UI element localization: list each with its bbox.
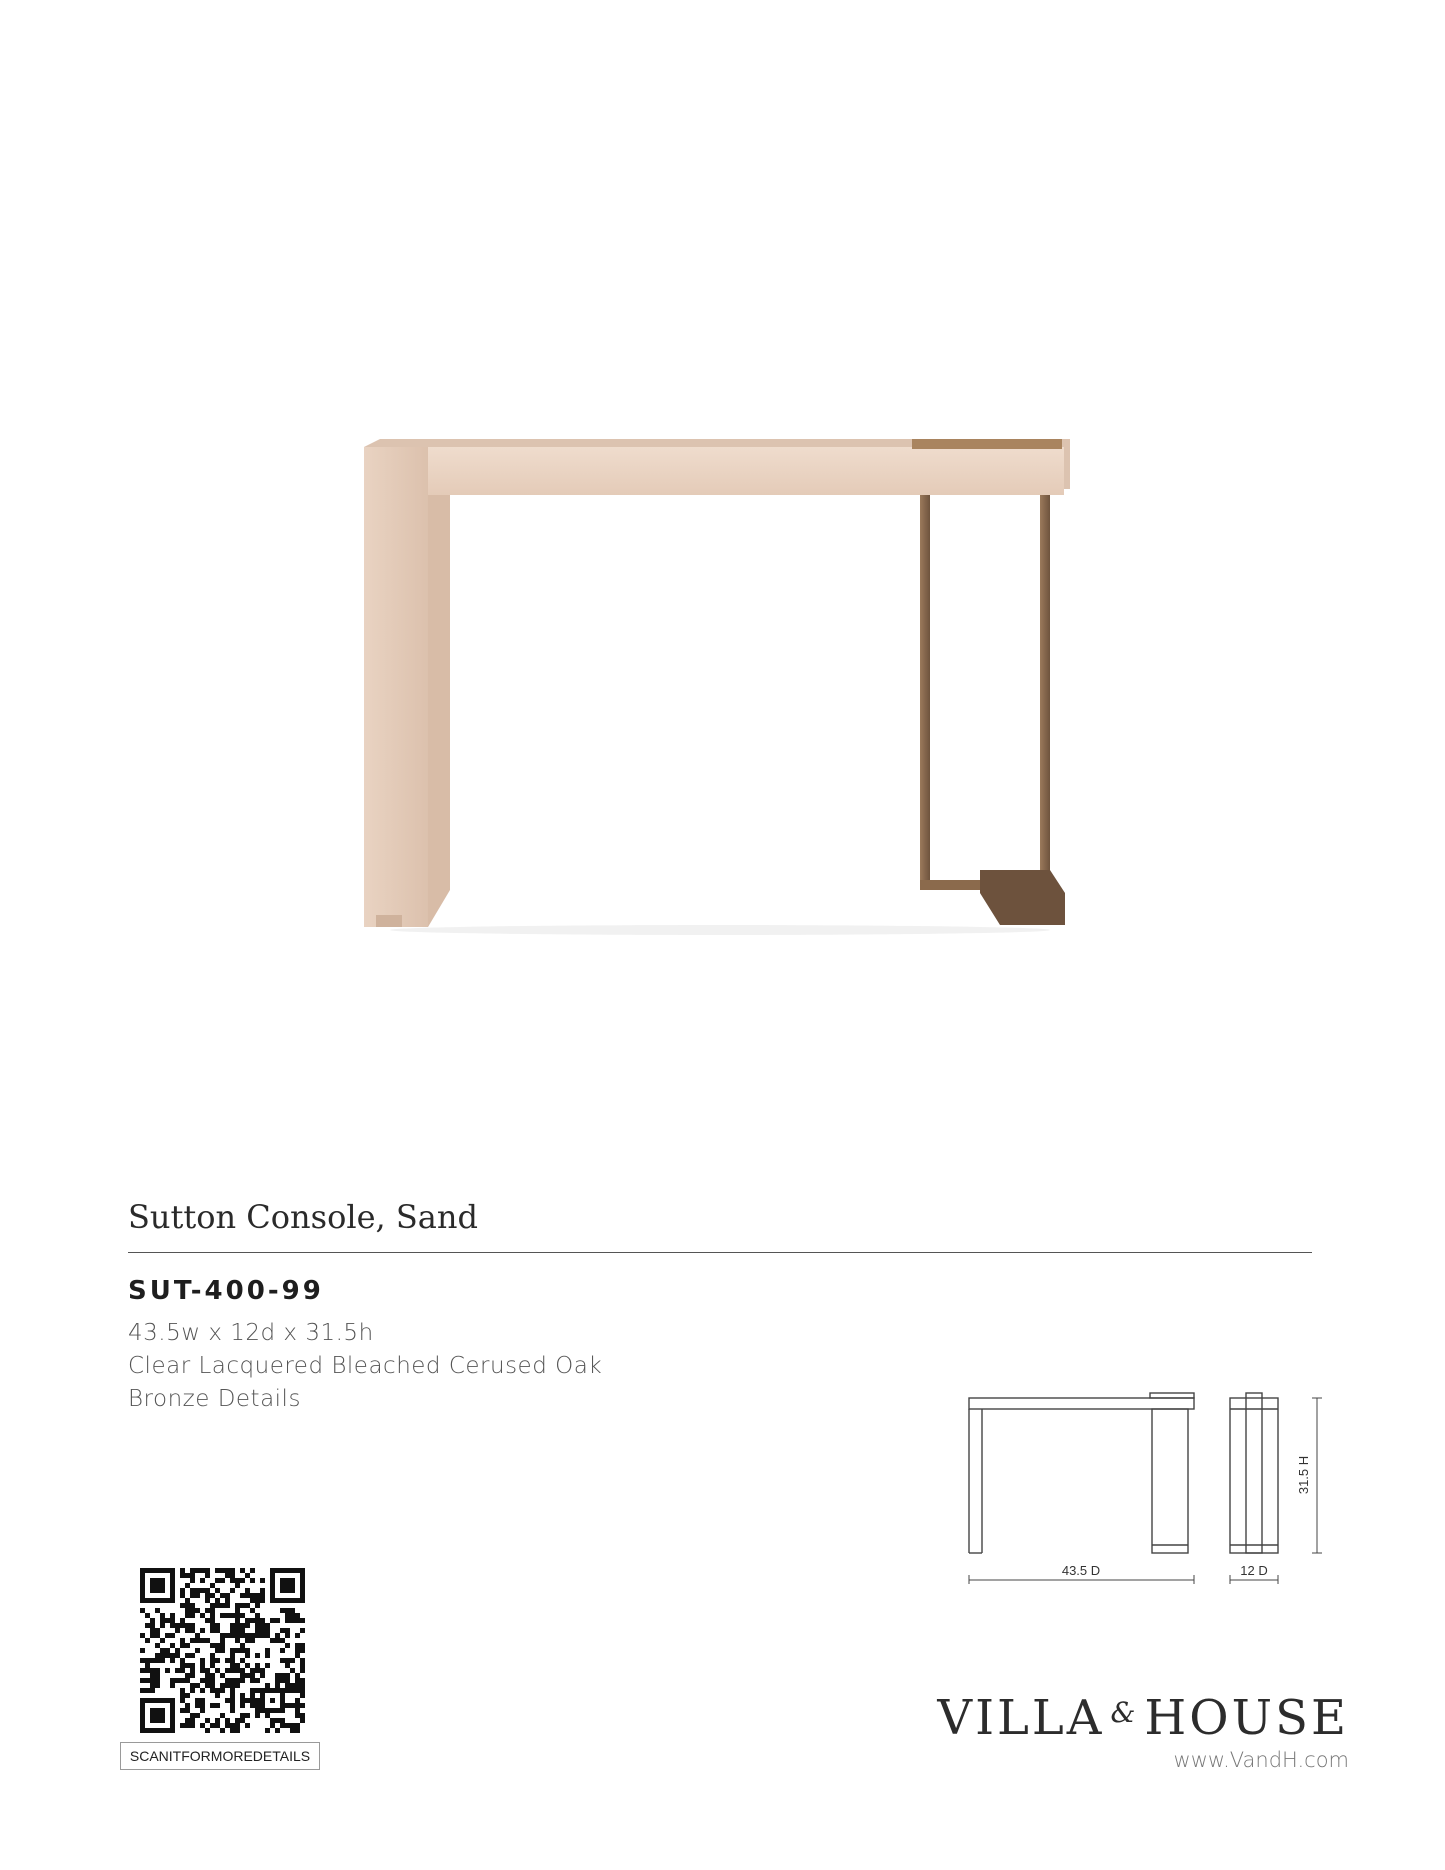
brand-name-left: VILLA (937, 1690, 1105, 1746)
floor-shadow (390, 925, 1050, 935)
product-finish: Clear Lacquered Bleached Cerused Oak (128, 1353, 603, 1379)
bronze-post-right (1040, 495, 1050, 893)
front-top-outline (969, 1398, 1194, 1409)
brand-website-link[interactable]: www.VandH.com (1173, 1748, 1349, 1772)
bronze-post-left (920, 495, 930, 890)
front-bronze-outline (1152, 1409, 1188, 1553)
side-center-outline (1246, 1393, 1262, 1553)
title-divider (128, 1252, 1312, 1253)
product-title: Sutton Console, Sand (128, 1198, 478, 1236)
brand-logo (937, 1690, 1349, 1746)
height-dimension-label: 31.5 H (1296, 1455, 1311, 1495)
left-leg-side (428, 495, 450, 927)
product-details: Bronze Details (128, 1386, 301, 1412)
depth-dimension-label: 12 D (1240, 1563, 1268, 1578)
side-outline (1230, 1398, 1278, 1553)
brand-ampersand: & (1110, 1696, 1139, 1729)
qr-caption: SCANITFORMOREDETAILS (120, 1742, 320, 1770)
product-sku: SUT-400-99 (128, 1276, 324, 1306)
leg-foot (376, 915, 402, 927)
product-image (340, 415, 1100, 935)
width-dimension-label: 43.5 D (1061, 1563, 1101, 1578)
brand-name-right: HOUSE (1144, 1690, 1349, 1746)
front-tray-outline (1150, 1393, 1194, 1398)
left-leg (364, 447, 428, 927)
bronze-tray (912, 439, 1062, 449)
qr-code[interactable] (140, 1568, 305, 1733)
table-top (364, 447, 1064, 495)
product-dimensions: 43.5w x 12d x 31.5h (128, 1320, 374, 1346)
dimension-drawing (960, 1385, 1330, 1585)
bronze-base (980, 870, 1065, 925)
